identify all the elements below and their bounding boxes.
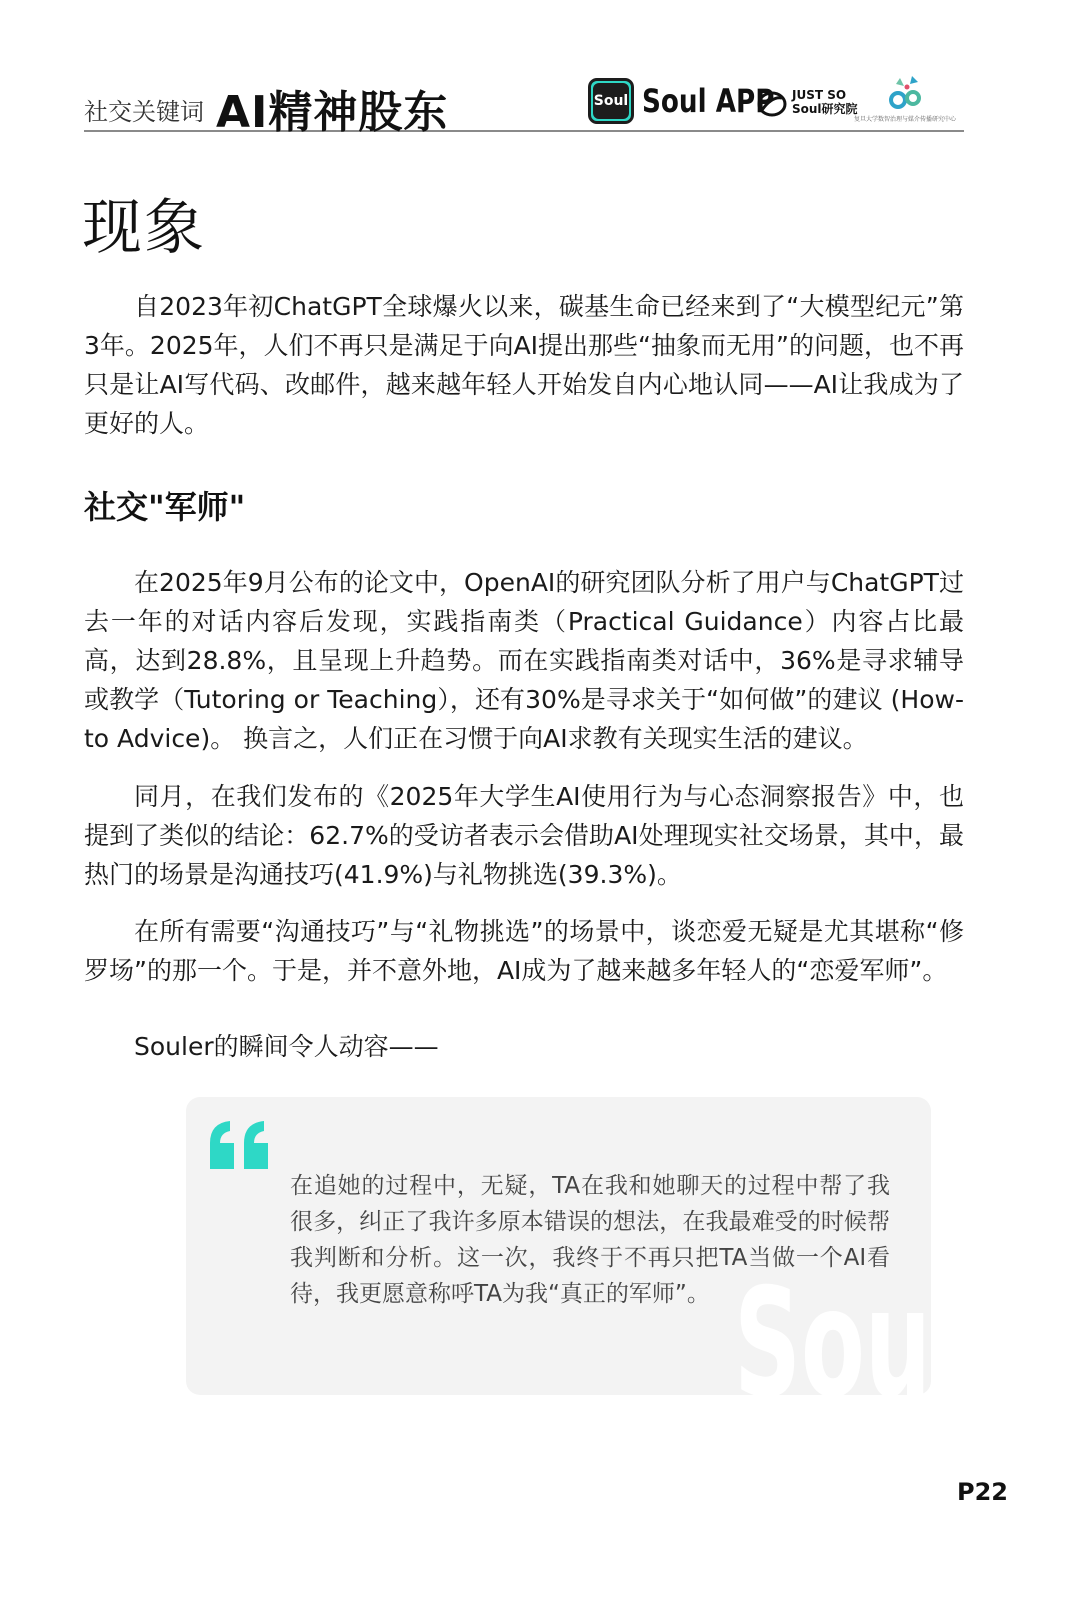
- institute-caption: 复旦大学数智治理与媒介传播研究中心: [854, 116, 957, 123]
- quote-mark-icon: [208, 1119, 272, 1171]
- header-keyword-label: 社交关键词: [84, 98, 204, 126]
- quote-card: [186, 1097, 963, 1431]
- page-number: P22: [957, 1478, 1008, 1506]
- justso-logo: [756, 86, 856, 122]
- body-paragraph: 在所有需要“沟通技巧”与“礼物挑选”的场景中，谈恋爱无疑是尤其堪称“修罗场”的那一个。于是，并不意外地，AI成为了越来越多年轻人的“恋爱军师”。: [84, 917, 964, 985]
- subheading: 社交"军师": [84, 488, 246, 526]
- header-title: AI精神股东: [216, 87, 449, 138]
- body-paragraph: 在2025年9月公布的论文中，OpenAI的研究团队分析了用户与ChatGPT过去一年的对话内容后发现，实践指南类（Practical Guidance）内容占比最高，达到28.8%，且呈现上升趋势。而在实践指南类对话中，36%是寻求辅导或教学（Tutoring or Teaching），还有30%是寻求关于“如何做”的建议 (How-to Advice)。 换言之，人们正在习惯于向AI求教有关现实生活的建议。: [84, 568, 964, 753]
- soul-watermark: Soul: [734, 1257, 963, 1431]
- page-header: [84, 72, 964, 138]
- institute-logo: [854, 74, 964, 124]
- soul-app-logo-icon: [588, 78, 634, 124]
- justso-line1: JUST SO: [792, 88, 847, 102]
- body-paragraph: 同月，在我们发布的《2025年大学生AI使用行为与心态洞察报告》中，也提到了类似的结论：62.7%的受访者表示会借助AI处理现实社交场景，其中，最热门的场景是沟通技巧(41.9%)与礼物挑选(39.3%)。: [84, 782, 964, 889]
- institute-emblem-icon: [886, 74, 926, 112]
- section-title: 现象: [82, 193, 206, 263]
- justso-line2: Soul研究院: [792, 102, 858, 116]
- justso-swirl-icon: [756, 90, 788, 118]
- soul-badge-text: Soul: [593, 83, 629, 119]
- justso-text: [792, 88, 858, 116]
- quote-intro-line: Souler的瞬间令人动容——: [134, 1032, 439, 1061]
- intro-paragraph: 自2023年初ChatGPT全球爆火以来，碳基生命已经来到了“大模型纪元”第3年。2025年，人们不再只是满足于向AI提出那些“抽象而无用”的问题，也不再只是让AI写代码、改邮件，越来越年轻人开始发自内心地认同——AI让我成为了更好的人。: [84, 292, 964, 438]
- quote-text: 在追她的过程中，无疑，TA在我和她聊天的过程中帮了我很多，纠正了我许多原本错误的想法，在我最难受的时候帮我判断和分析。这一次，我终于不再只把TA当做一个AI看待，我更愿意称呼TA为我“真正的军师”。: [290, 1173, 890, 1307]
- header-app-name: Soul APP: [642, 82, 775, 120]
